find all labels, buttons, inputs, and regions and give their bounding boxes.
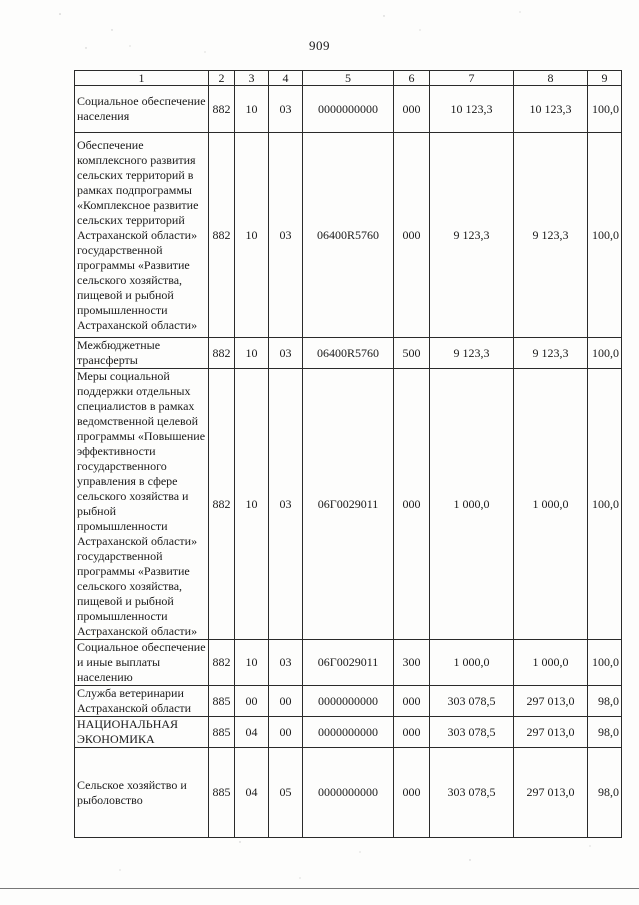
cell-value: 882 [209,86,235,133]
cell-value: 882 [209,133,235,338]
table-header-row [75,71,622,86]
cell-value: 300 [394,640,430,686]
cell-value: 03 [269,640,303,686]
cell-value: 000 [394,86,430,133]
cell-value: 000 [394,369,430,640]
cell-value: 1 000,0 [430,369,514,640]
column-header: 5 [303,71,394,86]
cell-value: 885 [209,686,235,717]
cell-value: 882 [209,640,235,686]
cell-value: 9 123,3 [514,338,588,369]
cell-value: 0000000000 [303,86,394,133]
column-header: 4 [269,71,303,86]
cell-value: 100,0 [588,338,622,369]
cell-value: 882 [209,369,235,640]
cell-value: 04 [235,748,269,838]
cell-value: 00 [235,686,269,717]
cell-value: 98,0 [588,748,622,838]
cell-value: 303 078,5 [430,686,514,717]
row-name: Обеспечение комплексного развития сельских территорий в рамках подпрограммы «Комплексное развитие сельских территорий Астраханской области» государственной программы «Развитие сельского хозяйства, пищевой и рыбной промышленности Астраханской области» [75,133,209,338]
cell-value: 04 [235,717,269,748]
cell-value: 9 123,3 [514,133,588,338]
cell-value: 00 [269,686,303,717]
cell-value: 000 [394,686,430,717]
column-header: 3 [235,71,269,86]
cell-value: 06400R5760 [303,338,394,369]
cell-value: 882 [209,338,235,369]
table-row [75,748,622,838]
cell-value: 05 [269,748,303,838]
row-name: Социальное обеспечение и иные выплаты населению [75,640,209,686]
table-row [75,133,622,338]
cell-value: 000 [394,717,430,748]
cell-value: 03 [269,133,303,338]
table-row [75,369,622,640]
cell-value: 06Г0029011 [303,369,394,640]
cell-value: 03 [269,86,303,133]
column-header: 9 [588,71,622,86]
cell-value: 500 [394,338,430,369]
cell-value: 1 000,0 [514,640,588,686]
cell-value: 0000000000 [303,686,394,717]
cell-value: 98,0 [588,717,622,748]
cell-value: 10 123,3 [514,86,588,133]
column-header: 6 [394,71,430,86]
row-name: Меры социальной поддержки отдельных специалистов в рамках ведомственной целевой программы «Повышение эффективности государственного управления в сфере сельского хозяйства и рыбной промышленности Астраханской области» государственной программы «Развитие сельского хозяйства, пищевой и рыбной промышленности Астраханской области» [75,369,209,640]
cell-value: 10 [235,640,269,686]
table-row [75,717,622,748]
row-name: Межбюджетные трансферты [75,338,209,369]
cell-value: 0000000000 [303,717,394,748]
cell-value: 10 [235,133,269,338]
cell-value: 10 123,3 [430,86,514,133]
column-header: 8 [514,71,588,86]
cell-value: 885 [209,748,235,838]
cell-value: 1 000,0 [430,640,514,686]
table-row [75,640,622,686]
cell-value: 297 013,0 [514,748,588,838]
row-name: Социальное обеспечение населения [75,86,209,133]
cell-value: 9 123,3 [430,338,514,369]
cell-value: 03 [269,369,303,640]
row-name: Служба ветеринарии Астраханской области [75,686,209,717]
cell-value: 000 [394,133,430,338]
cell-value: 98,0 [588,686,622,717]
cell-value: 03 [269,338,303,369]
column-header: 2 [209,71,235,86]
cell-value: 885 [209,717,235,748]
cell-value: 0000000000 [303,748,394,838]
cell-value: 10 [235,86,269,133]
column-header: 7 [430,71,514,86]
cell-value: 10 [235,338,269,369]
column-header: 1 [75,71,209,86]
cell-value: 06400R5760 [303,133,394,338]
cell-value: 9 123,3 [430,133,514,338]
cell-value: 100,0 [588,640,622,686]
table-row [75,86,622,133]
table-row [75,338,622,369]
cell-value: 10 [235,369,269,640]
cell-value: 303 078,5 [430,748,514,838]
page-bottom-rule [0,888,639,889]
cell-value: 303 078,5 [430,717,514,748]
row-name: НАЦИОНАЛЬНАЯ ЭКОНОМИКА [75,717,209,748]
cell-value: 297 013,0 [514,686,588,717]
page-number: 909 [309,38,330,53]
row-name: Сельское хозяйство и рыболовство [75,748,209,838]
cell-value: 00 [269,717,303,748]
cell-value: 100,0 [588,133,622,338]
table-row [75,686,622,717]
cell-value: 297 013,0 [514,717,588,748]
budget-table [74,70,622,838]
cell-value: 000 [394,748,430,838]
cell-value: 100,0 [588,86,622,133]
cell-value: 100,0 [588,369,622,640]
cell-value: 1 000,0 [514,369,588,640]
cell-value: 06Г0029011 [303,640,394,686]
